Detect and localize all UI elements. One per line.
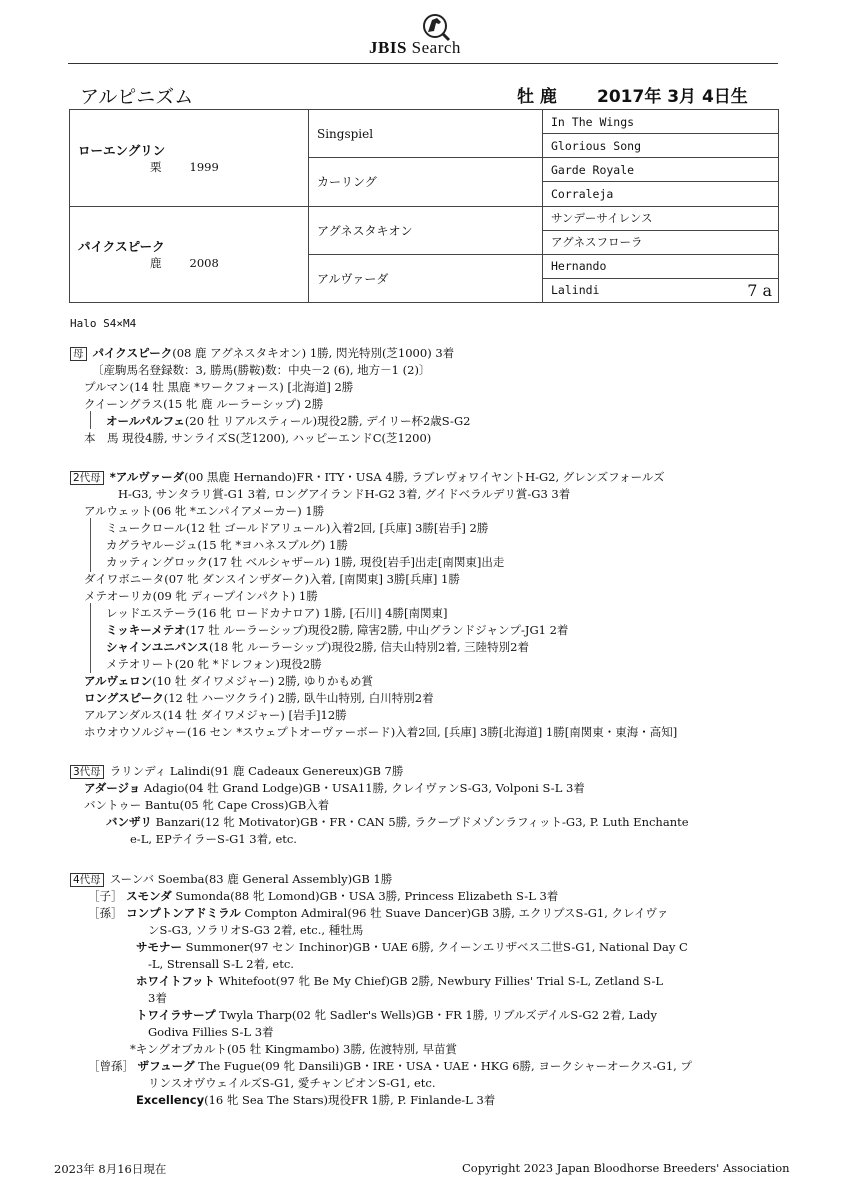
- record-line: ダイワボニータ(07 牝 ダンスインザダーク)入着, [南関東] 3勝[兵庫] 1勝: [84, 572, 460, 586]
- record-line: ［曾孫］ ザフューグ The Fugue(09 牝 Dansili)GB・IRE・USA・UAE・HKG 6勝, ヨークシャーオークス-G1, プ: [88, 1059, 692, 1073]
- dam-year: 2008: [189, 256, 219, 271]
- record-line: アルヴェロン(10 牡 ダイワメジャー) 2勝, ゆりかもめ賞: [84, 674, 373, 688]
- record-line: シャインユニバンス(18 牝 ルーラーシップ)現役2勝, 信夫山特別2着, 三陸特別2着: [106, 640, 529, 654]
- record-line: カッティングロック(17 牡 ベルシャザール) 1勝, 現役[岩手]出走[南関東]出走: [106, 555, 505, 569]
- pedigree-g3-cell: サンデーサイレンス: [543, 206, 779, 230]
- record-line: サモナー Summoner(97 セン Inchinor)GB・UAE 6勝, クイーンエリザベス二世S-G1, National Day C: [136, 940, 688, 954]
- record-line: メテオーリカ(09 牝 ディープインパクト) 1勝: [84, 589, 318, 603]
- record-line: プルマン(14 牡 黒鹿 *ワークフォース) [北海道] 2勝: [84, 380, 354, 394]
- dam-name: パイクスピーク: [78, 239, 165, 255]
- generation-label: ［孫］: [88, 906, 123, 920]
- record-line: H-G3, サンタラリ賞-G1 3着, ロングアイランドH-G2 3着, グイドベラルデリ賞-G3 3着: [118, 487, 571, 501]
- section-tag: 4代母: [70, 873, 104, 887]
- generation-label: ［子］: [88, 889, 123, 903]
- record-line: -L, Strensall S-L 2着, etc.: [148, 957, 294, 971]
- record-line: e-L, EPテイラーS-G1 3着, etc.: [130, 832, 297, 846]
- pedigree-g2-cell: カーリング: [309, 158, 543, 206]
- record-line: ミッキーメテオ(17 牡 ルーラーシップ)現役2勝, 障害2勝, 中山グランドジャンプ-JG1 2着: [106, 623, 569, 637]
- pedigree-g2-cell: アグネスタキオン: [309, 206, 543, 254]
- dam-cell: [70, 206, 309, 303]
- record-line: 3着: [148, 991, 167, 1005]
- record-line: 本 馬 現役4勝, サンライズS(芝1200), ハッピーエンドC(芝1200): [84, 431, 432, 445]
- record-line: ［子］ スモンダ Sumonda(88 牝 Lomond)GB・USA 3勝, Princess Elizabeth S-L 3着: [88, 889, 559, 903]
- dam-color: 鹿: [150, 256, 162, 271]
- section-tag: 2代母: [70, 471, 104, 485]
- sire-year: 1999: [189, 159, 219, 174]
- record-line: ンS-G3, ソラリオS-G3 2着, etc., 種牡馬: [148, 923, 364, 937]
- sire-color: 栗: [150, 159, 162, 174]
- record-line: トワイラサープ Twyla Tharp(02 牝 Sadler's Wells)GB・FR 1勝, リブルズデイルS-G2 2着, Lady: [136, 1008, 658, 1022]
- record-line: カグラヤルージュ(15 牝 *ヨハネスブルグ) 1勝: [106, 538, 348, 552]
- header-rule: [68, 63, 778, 64]
- record-line: Excellency(16 牝 Sea The Stars)現役FR 1勝, P. Finlande-L 3着: [136, 1093, 496, 1107]
- pedigree-g2-cell: Singspiel: [309, 110, 543, 158]
- record-line: アダージョ Adagio(04 牡 Grand Lodge)GB・USA11勝, クレイヴァンS-G3, Volponi S-L 3着: [84, 781, 585, 795]
- birth-date: 2017年 3月 4日生: [597, 87, 748, 107]
- record-line: バントゥー Bantu(05 牝 Cape Cross)GB入着: [84, 798, 330, 812]
- section-tag: 母: [70, 347, 87, 361]
- record-line: レッドエステーラ(16 牝 ロードカナロア) 1勝, [石川] 4勝[南関東]: [106, 606, 448, 620]
- record-line: *キングオブカルト(05 牡 Kingmambo) 3勝, 佐渡特別, 早苗賞: [130, 1042, 457, 1056]
- record-line: メテオリート(20 牝 *ドレフォン)現役2勝: [106, 657, 322, 671]
- jbis-logo: [369, 12, 499, 60]
- record-line: バンザリ Banzari(12 牝 Motivator)GB・FR・CAN 5勝, ラクープドメゾンラフィット-G3, P. Luth Enchante: [106, 815, 689, 829]
- pedigree-table: [69, 109, 779, 303]
- pedigree-g3-cell: アグネスフローラ: [543, 230, 779, 254]
- footer-copyright: Copyright 2023 Japan Bloodhorse Breeders' Association: [462, 1161, 790, 1175]
- record-line: ホワイトフット Whitefoot(97 牝 Be My Chief)GB 2勝, Newbury Fillies' Trial S-L, Zetland S-L: [136, 974, 664, 988]
- logo-suffix: Search: [411, 38, 461, 57]
- inbreeding-note: Halo S4×M4: [70, 317, 137, 330]
- record-line: 4代母 スーンバ Soemba(83 鹿 General Assembly)GB 1勝: [70, 872, 392, 887]
- pedigree-g3-cell: Corraleja: [543, 182, 779, 206]
- section-tag: 3代母: [70, 765, 104, 779]
- sire-cell: [70, 110, 309, 207]
- tree-line: [90, 518, 91, 572]
- family-code: 7 a: [747, 280, 772, 300]
- footer-date: 2023年 8月16日現在: [54, 1162, 167, 1176]
- record-line: リンスオヴウェイルズS-G1, 愛チャンピオンS-G1, etc.: [148, 1076, 436, 1090]
- pedigree-g3-cell: Hernando: [543, 254, 779, 278]
- tree-line: [90, 411, 91, 429]
- record-line: Godiva Fillies S-L 3着: [148, 1025, 274, 1039]
- record-line: アルウェット(06 牝 *エンパイアメーカー) 1勝: [84, 504, 325, 518]
- pedigree-g3-cell: [543, 278, 779, 302]
- record-line: ホウオウソルジャー(16 セン *スウェプトオーヴァーボード)入着2回, [兵庫] 3勝[北海道] 1勝[南関東・東海・高知]: [84, 725, 678, 739]
- horse-name: アルピニズム: [80, 86, 194, 108]
- record-line: 〔産駒馬名登録数：3, 勝馬(勝鞍)数：中央－2 (6), 地方－1 (2)〕: [92, 363, 431, 377]
- record-line: ロングスピーク(12 牡 ハーツクライ) 2勝, 臥牛山特別, 白川特別2着: [84, 691, 434, 705]
- pedigree-g3-cell: Garde Royale: [543, 158, 779, 182]
- record-line: ミュークロール(12 牡 ゴールドアリュール)入着2回, [兵庫] 3勝[岩手] 2勝: [106, 521, 489, 535]
- sire-name: ローエングリン: [78, 142, 166, 158]
- record-line: 母 パイクスピーク(08 鹿 アグネスタキオン) 1勝, 閃光特別(芝1000) 3着: [70, 346, 454, 361]
- pedigree-g2-cell: アルヴァーダ: [309, 254, 543, 302]
- generation-label: ［曾孫］: [88, 1059, 134, 1073]
- sex-color: 牡 鹿: [517, 87, 557, 107]
- tree-line: [90, 603, 91, 673]
- pedigree-g3-cell: Glorious Song: [543, 134, 779, 158]
- record-line: 3代母 ラリンディ Lalindi(91 鹿 Cadeaux Genereux)GB 7勝: [70, 764, 403, 779]
- record-line: クイーングラス(15 牝 鹿 ルーラーシップ) 2勝: [84, 397, 324, 411]
- record-line: 2代母 *アルヴァーダ(00 黒鹿 Hernando)FR・ITY・USA 4勝, ラブレヴォワイヤントH-G2, グレンズフォールズ: [70, 470, 665, 485]
- pedigree-g3-name: Lalindi: [551, 283, 600, 298]
- record-line: アルアンダルス(14 牡 ダイワメジャー) [岩手]12勝: [84, 708, 347, 722]
- pedigree-g3-cell: In The Wings: [543, 110, 779, 134]
- record-line: ［孫］ コンプトンアドミラル Compton Admiral(96 牡 Suave Dancer)GB 3勝, エクリプスS-G1, クレイヴァ: [88, 906, 669, 920]
- logo-prefix: JBIS: [369, 38, 407, 57]
- record-line: オールパルフェ(20 牡 リアルスティール)現役2勝, デイリー杯2歳S-G2: [106, 414, 471, 428]
